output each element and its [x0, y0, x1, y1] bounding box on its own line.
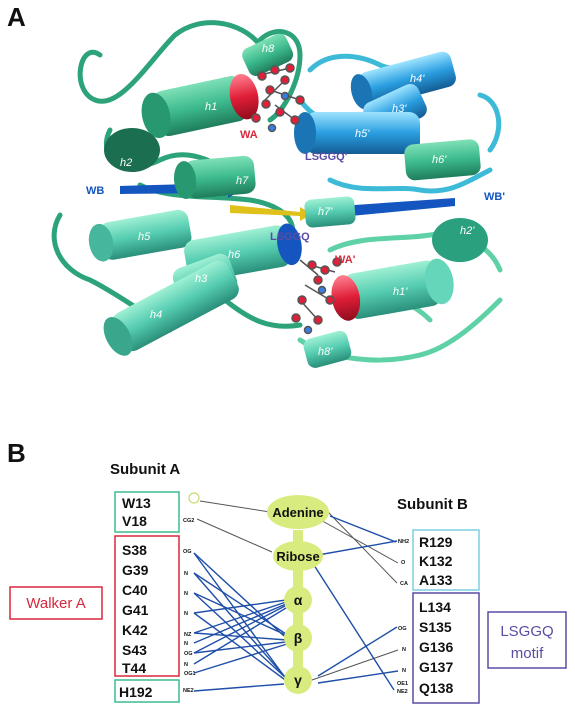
atom-a-nz: NZ [184, 632, 192, 638]
atom-a-ne2: NE2 [183, 688, 194, 694]
residue-g136: G136 [419, 639, 454, 655]
label-h1p: h1' [393, 286, 408, 298]
residue-s43: S43 [122, 642, 147, 658]
beta-label: β [293, 630, 303, 646]
label-h7: h7 [236, 175, 249, 187]
label-h3p: h3' [392, 103, 407, 115]
label-wb: WB [86, 185, 105, 197]
residue-s38: S38 [122, 542, 147, 558]
residue-g41: G41 [122, 602, 149, 618]
label-lsggq: LSGGQ [270, 231, 310, 243]
subunit-a-header: Subunit A [110, 461, 181, 478]
lsggq-motif-label-2: motif [510, 645, 544, 662]
atom-a-n-c40: N [184, 591, 188, 597]
walker-a-label: Walker A [26, 595, 86, 612]
label-lsggqp: LSGGQ' [305, 151, 348, 163]
atom-b-oe1: OE1 [397, 681, 409, 687]
label-h5p: h5' [355, 128, 370, 140]
atom-b-n-g136: N [402, 647, 406, 653]
label-h4p: h4' [410, 73, 425, 85]
label-wa: WA [240, 129, 258, 141]
atom-b-og: OG [398, 626, 407, 632]
atom-a-n-g41: N [184, 611, 188, 617]
residue-s135: S135 [419, 619, 452, 635]
residue-r129: R129 [419, 534, 453, 550]
atom-a-cg2: CG2 [183, 518, 195, 524]
label-h8p: h8' [318, 346, 333, 358]
residue-l134: L134 [419, 599, 451, 615]
residue-h192: H192 [119, 684, 153, 700]
label-h4: h4 [150, 309, 163, 321]
label-h1: h1 [205, 101, 218, 113]
atom-a-n-t44: N [184, 662, 188, 668]
label-h7p: h7' [318, 206, 333, 218]
atom-a-og-s38: OG [183, 549, 192, 555]
gamma-label: γ [294, 672, 302, 688]
label-h2p: h2' [460, 225, 475, 237]
residue-v18: V18 [122, 513, 147, 529]
label-h2: h2 [120, 157, 133, 169]
label-h3: h3 [195, 273, 208, 285]
alpha-label: α [293, 592, 303, 608]
label-h6: h6 [228, 249, 241, 261]
label-h6p: h6' [432, 154, 447, 166]
residue-w13: W13 [122, 495, 151, 511]
atom-b-n-g137: N [402, 668, 406, 674]
label-wbp: WB' [484, 191, 505, 203]
atom-a-og1: OG1 [184, 671, 196, 677]
atom-b-ca: CA [400, 581, 408, 587]
ribose-label: Ribose [276, 549, 320, 564]
panel-b-letter: B [7, 438, 26, 468]
residue-k42: K42 [122, 622, 148, 638]
atp-ligand [189, 493, 329, 694]
atom-a-n-k42: N [184, 641, 188, 647]
residue-g39: G39 [122, 562, 149, 578]
residue-t44: T44 [122, 660, 147, 676]
label-h8: h8 [262, 43, 275, 55]
atom-b-o: O [401, 560, 406, 566]
label-wap: WA' [335, 254, 356, 266]
residue-g137: G137 [419, 659, 454, 675]
residue-c40: C40 [122, 582, 148, 598]
atom-a-og-s43: OG [184, 651, 193, 657]
subunit-b-header: Subunit B [397, 496, 468, 513]
adenine-label: Adenine [272, 505, 324, 520]
label-h5: h5 [138, 231, 151, 243]
lsggq-motif-label-1: LSGGQ [500, 623, 554, 640]
atom-b-nh2: NH2 [398, 539, 410, 545]
atom-a-n-g39: N [184, 571, 188, 577]
ligand-small-circle [189, 493, 199, 503]
atom-b-ne2: NE2 [397, 689, 408, 695]
panel-a-letter: A [7, 2, 26, 32]
residue-q138: Q138 [419, 680, 454, 696]
residue-a133: A133 [419, 572, 453, 588]
residue-k132: K132 [419, 553, 453, 569]
